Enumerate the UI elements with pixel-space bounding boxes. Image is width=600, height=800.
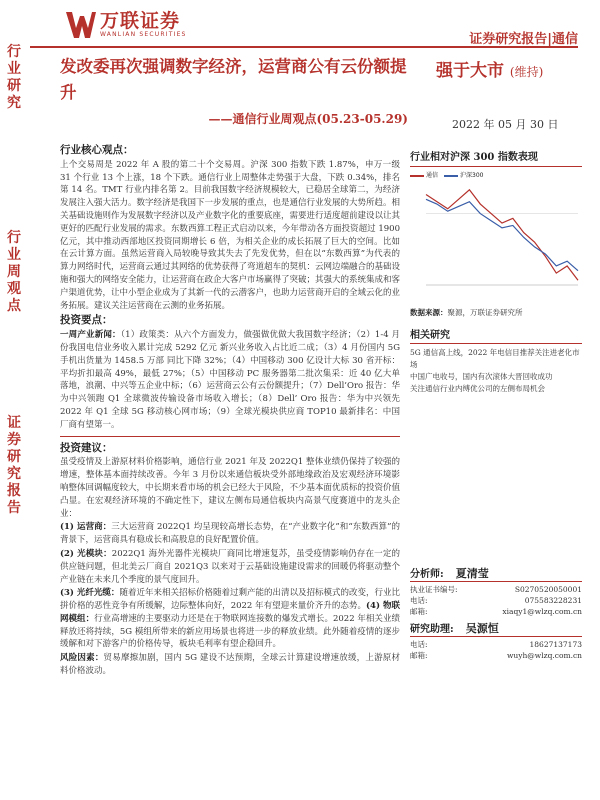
analyst-1-header [410, 568, 582, 582]
section-divider [60, 436, 400, 437]
legend-label-1: 通信 [426, 172, 439, 179]
series-line-1 [426, 190, 578, 280]
advice-point-1 [60, 521, 400, 547]
risk-lead: 风险因素： [60, 653, 104, 664]
company-logo [66, 11, 187, 38]
invest-lead: 一周产业新闻： [60, 330, 121, 341]
analyst-1-cert [410, 584, 582, 595]
advice-point-4-text: 行业高增速的主要驱动力还是在于物联网连接数的爆发式增长。2022 年相关业绩释放还将持续，5G 模组所带来的新应用场景也将进一步的释放业绩。此外随着疫情的逐步缓解和对下游客户的价格传导，板块毛利率有望企稳回升。 [60, 613, 400, 650]
advice-point-1-text: 三大运营商 2022Q1 均呈现较高增长态势，在“产业数字化”和“东数西算”的背景下，运营商具有稳成长和高股息的良好配置价值。 [60, 522, 400, 546]
analyst-2-role: 研究助理: [410, 624, 454, 635]
analyst-2-name: 吴源恒 [465, 622, 499, 635]
analyst-2-header [410, 623, 582, 637]
legend-swatch-2 [444, 175, 458, 177]
series-line-2 [426, 199, 578, 270]
legend-item-1 [410, 170, 438, 179]
invest-heading: 投资要点： [60, 314, 113, 327]
chart-title: 行业相对沪深 300 指数表现 [410, 148, 582, 167]
top-divider [30, 46, 578, 48]
analyst-1-name: 夏清莹 [455, 567, 489, 580]
tel-value: 18627137173 [529, 640, 582, 649]
cert-label: 执业证书编号: [410, 585, 458, 594]
rating [436, 56, 543, 81]
chart-source [410, 307, 582, 318]
analyst-info [410, 568, 582, 661]
core-text: 上个交易周是 2022 年 A 股的第二十个交易周。沪深 300 指数下跌 1.87%，申万一级 31 个行业 13 个上涨，18 个下跌。通信行业上周整体走势强于大盘，下跌 0.34%，排名第 14 名。TMT 行业内排名第 2。目前我国数字经济规模较大，已稳居全球第二，为经济发展注入强大活力。数字经济是我国下一步发展的重点，也是通信行业发展的大势所趋。相关基础设施则作为发展数字经济以及产业数字化的重要底座，需要进行适度超前建设以让其更好的匹配行业发展的需求。东数西算工程正式启动以来，今年带动各方面投资超过 1900 亿元，其中推动西部地区投资同期增长 6 倍，为相关企业的成长拓展了巨大的空间。比如在云计算方面。虽然运营商入局较晚导致其失去了先发优势，但在以“东数西算”为代表的算力网络时代，运营商云通过其网络的优势获得了弯道超车的契机：云网边端融合的基础设施和强大的网络安全能力，让运营商在政企大客户市场赢得了突破；其强大的系统集成和客户渠道优势，让中小型企业成为了其新一代的云潜客户，也助力运营商开启的全域云化的业务拓展。建议关注运营商在云测的业务拓展。 [60, 159, 401, 311]
advice-point-2-text: 2022Q1 海外光器件光模块厂商同比增速复苏，虽受疫情影响仍存在一定的供应链问题，但北美云厂商自 2021Q3 以来对于云基础设施建设需求的回暖仍将驱动整个产业链在未来几个季度的景气度回升。 [60, 548, 400, 585]
sidebar-tag-industry: 行业研究 [7, 44, 21, 111]
invest-text: （1）政策类：从六个方面发力，做强做优做大我国数字经济；（2）1-4 月份我国电信业务收入累计完成 5292 亿元 新兴业务收入占比近二成；（3）4 月份国内 5G 手机出货量为 1458.5 万部 同比下降 32%；（4）中国移动 300 亿设计大标 30 省开标：平均折扣最高 49%，最低 27%；（5）中国移动 PC 服务器第二批次集采：近 40 亿大单落地，浪潮、中兴等五企业中标；（6）运营商云公有云份额提升；（7）Dell’Oro 报告：华为中兴领跑 Q1 全球微波传输设备市场收入增长；（8）Dell’ Oro 报告：华为中兴领先 2022 年 Q1 全球 5G 移动核心网市场；（9）全球光模块供应商 TOP10 最新排名：中国厂商有望第一。 [60, 330, 400, 430]
mail-value[interactable]: wuyh@wlzq.com.cn [506, 651, 582, 660]
tel-label: 电话: [410, 640, 428, 649]
advice-point-2 [60, 548, 400, 586]
invest-paragraph [60, 329, 400, 431]
analyst-1-tel [410, 595, 582, 606]
logo-cn: 万联证券 [100, 10, 181, 32]
report-type: 证券研究报告|通信 [469, 32, 578, 47]
advice-point-3-lead: (3) 光纤光缆： [60, 588, 120, 599]
legend-swatch-1 [410, 175, 424, 177]
advice-intro: 虽受疫情及上游原材料价格影响，通信行业 2021 年及 2022Q1 整体业绩仍保持了较强的增速，整体基本面持续改善。今年 3 月份以来通信板块受外部地缘政治及宏观经济环境影响整体回调幅度较大，中长期来看市场的机会已经大于风险，不少基本面优质标的投资价值凸显。在宏观经济环境的不确定性下，建议左侧布局通信板块内高景气度赛道中的龙头企业： [60, 457, 401, 519]
tel-value: 075583228231 [524, 596, 582, 605]
advice-point-3-4 [60, 587, 400, 651]
sidebar-tag-weekly: 行业周观点 [7, 230, 21, 314]
related-item[interactable]: 5G 通信高上线，2022 年电信目推荐关注进老化市场 [410, 348, 580, 369]
chart-source-text: 聚源，万联证券研究所 [447, 308, 523, 317]
cert-value: S0270520050001 [514, 585, 582, 594]
analyst-1-mail [410, 606, 582, 617]
related-item[interactable]: 关注通信行业内缚优公司的左侧布局机会 [410, 384, 545, 393]
performance-chart [410, 148, 582, 318]
report-subtitle: ——通信行业周观点(05.23-05.29) [208, 112, 408, 126]
mail-value[interactable]: xiaqy1@wlzq.com.cn [502, 607, 582, 616]
logo-en: WANLIAN SECURITIES [100, 31, 187, 38]
main-content [60, 142, 400, 679]
advice-point-3-text: 随着近年来相关招标价格随着过剩产能的出清以及招标模式的改变，行业比拼价格的恶性竞争有所缓解，边际整体向好，2022 年有望迎来量价齐升的态势。 [60, 588, 400, 612]
risk-text: 贸易摩擦加剧，国内 5G 建设不达预期，全球云计算建设增速放缓，上游原材料价格波动。 [60, 653, 400, 677]
chart-legend [410, 170, 582, 179]
report-date: 2022 年 05 月 30 日 [452, 118, 559, 131]
related-heading: 相关研究 [410, 330, 582, 344]
advice-point-4-lead: (4) 物联网模组： [60, 601, 401, 624]
mail-label: 邮箱: [410, 607, 428, 616]
sidebar [0, 0, 28, 800]
mail-label: 邮箱: [410, 651, 428, 660]
logo-w-icon [66, 12, 96, 38]
sidebar-tag-report: 证券研究报告 [7, 415, 21, 516]
chart-source-label: 数据来源： [410, 308, 448, 317]
analyst-1-role: 分析师: [410, 569, 444, 580]
related-research [410, 330, 582, 395]
report-title: 发改委再次强调数字经济，运营商公有云份额提升 [60, 57, 407, 102]
advice-heading: 投资建议： [60, 441, 113, 454]
legend-item-2 [444, 170, 483, 179]
rating-label: 强于大市 [436, 61, 504, 81]
chart-plot [410, 179, 582, 299]
related-item[interactable]: 中国广电收号，国内有次滚体大晋回收成功 [410, 372, 553, 381]
core-heading: 行业核心观点： [60, 144, 134, 156]
tel-label: 电话: [410, 596, 428, 605]
advice-point-1-lead: (1) 运营商： [60, 522, 112, 533]
advice-point-2-lead: (2) 光模块： [60, 548, 112, 559]
analyst-2-tel [410, 639, 582, 650]
analyst-2-mail [410, 650, 582, 661]
risk-paragraph [60, 652, 400, 678]
rating-note: (维持) [509, 65, 544, 79]
legend-label-2: 沪深300 [460, 172, 484, 179]
